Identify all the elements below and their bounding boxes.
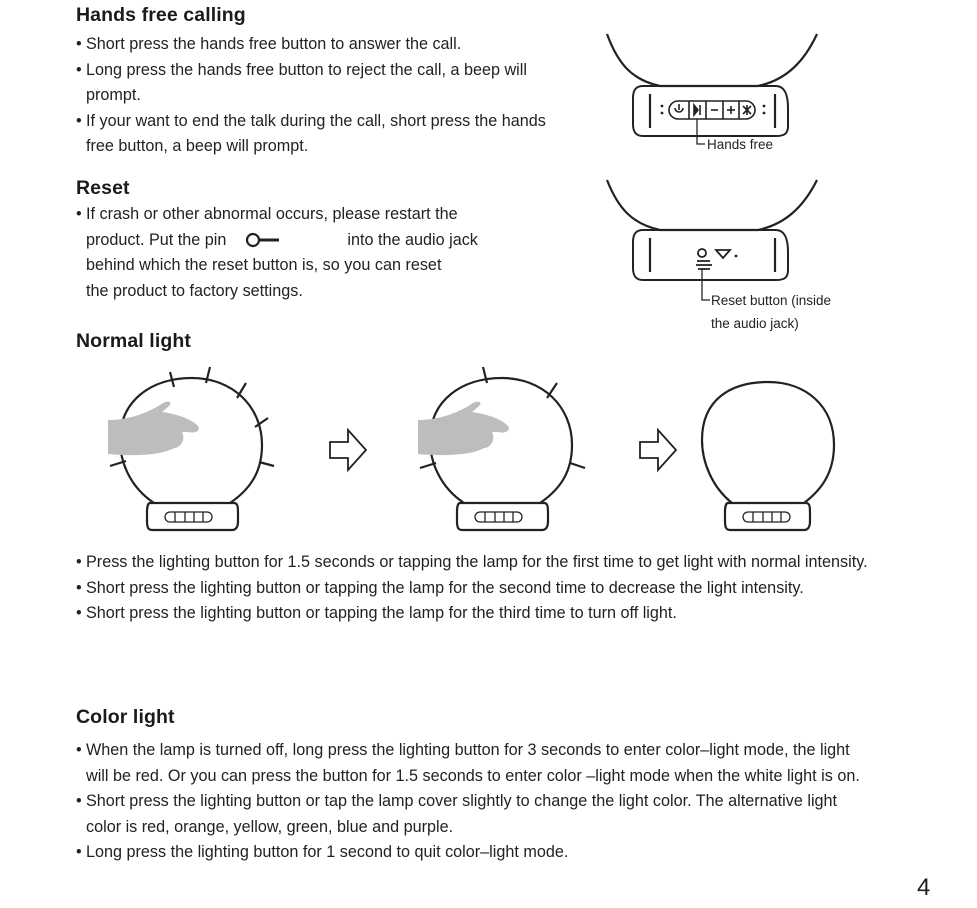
reset-line-part: into the audio jack <box>347 230 478 249</box>
reset-paragraph <box>76 202 556 304</box>
color-light-list <box>76 738 866 866</box>
lamp-on-dim <box>418 367 585 530</box>
hands-free-list <box>76 32 566 160</box>
arrow-right-icon <box>330 430 366 470</box>
list-item: • Short press the lighting button or tap the lamp cover slightly to change the light color. The alternative light color is red, orange, yellow, green, blue and purple. <box>76 789 866 840</box>
list-item: • Long press the hands free button to reject the call, a beep will prompt. <box>76 58 566 109</box>
hands-free-figure-label: Hands free <box>707 137 774 152</box>
reset-figure-label-line2: the audio jack) <box>711 316 799 331</box>
arrow-right-icon <box>640 430 676 470</box>
page-number: 4 <box>917 874 931 901</box>
reset-line: If crash or other abnormal occurs, please restart the <box>86 205 458 223</box>
list-item: • If your want to end the talk during the call, short press the hands free button, a beep will prompt. <box>76 109 566 160</box>
pin-icon <box>231 230 343 250</box>
hands-free-heading: Hands free calling <box>76 4 246 26</box>
reset-line: the product to factory settings. <box>86 281 303 300</box>
reset-line-part: product. Put the pin <box>86 230 227 249</box>
lamp-off <box>702 382 834 530</box>
reset-figure-label-line1: Reset button (inside <box>711 293 832 308</box>
list-item: • When the lamp is turned off, long press the lighting button for 3 seconds to enter color–light mode, the light will be red. Or you can press the button for 1.5 seconds to enter color –light mode when the white light is on. <box>76 738 866 789</box>
list-item: • Long press the lighting button for 1 second to quit color–light mode. <box>76 840 866 866</box>
color-light-heading: Color light <box>76 706 175 728</box>
list-item: • Short press the lighting button or tapping the lamp for the third time to turn off light. <box>76 601 886 627</box>
normal-light-list <box>76 550 886 627</box>
list-item: • Press the lighting button for 1.5 seconds or tapping the lamp for the first time to get light with normal intensity. <box>76 550 886 576</box>
bullet: • <box>76 205 82 223</box>
reset-line <box>86 228 556 254</box>
reset-line: behind which the reset button is, so you can reset <box>86 256 442 275</box>
list-item: • Short press the hands free button to answer the call. <box>76 32 566 58</box>
normal-light-heading: Normal light <box>76 330 191 352</box>
list-item: • Short press the lighting button or tapping the lamp for the second time to decrease the light intensity. <box>76 576 886 602</box>
reset-heading: Reset <box>76 177 130 199</box>
lamp-on-full <box>108 367 274 530</box>
